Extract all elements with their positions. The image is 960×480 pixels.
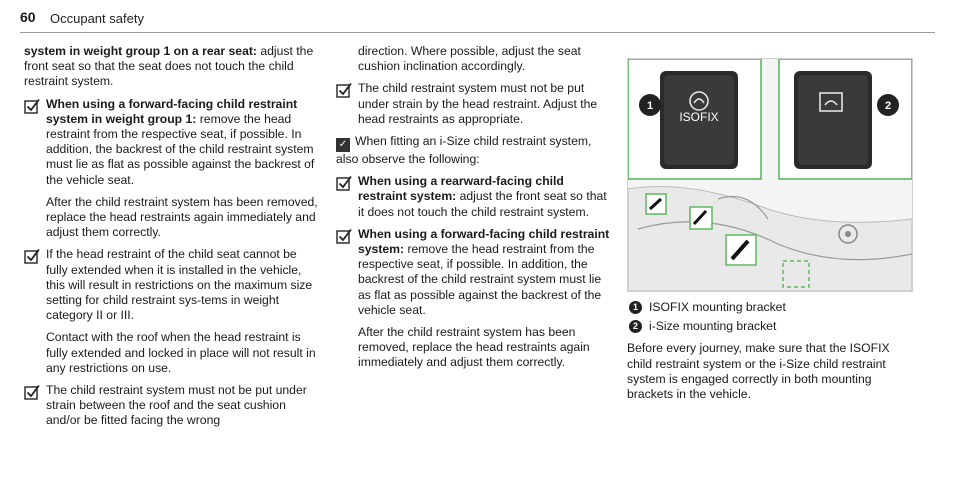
legend-text-2: i-Size mounting bracket (649, 319, 777, 334)
figure-legend (627, 300, 917, 402)
item2-para2: Contact with the roof when the head restraint is fully extended and locked in place will not result in any restrictions on use. (46, 330, 316, 375)
note-text: When fitting an i-Size child restraint system, also observe the following: (336, 134, 592, 167)
page-header (20, 6, 935, 33)
page-number: 60 (20, 9, 36, 25)
note-icon: ✓ (336, 138, 350, 152)
isofix-label: ISOFIX (679, 110, 719, 124)
isofix-illustration (627, 58, 913, 292)
text-column-2 (336, 44, 611, 371)
seat-illustration (628, 59, 912, 291)
legend-badge-2: 2 (629, 320, 642, 333)
checkbox-icon (24, 248, 40, 264)
checklist-item-2 (24, 247, 320, 376)
item5-bold: When using a rearward-facing child restraint system: (358, 174, 564, 204)
legend-item (627, 319, 917, 334)
item1-para2: After the child restraint system has been removed, replace the head restraints again immediately and adjust them correctly. (46, 194, 318, 240)
checklist-item-5 (336, 174, 611, 220)
checkbox-icon (24, 98, 40, 114)
checkbox-icon (24, 384, 40, 400)
intro-paragraph (24, 44, 320, 90)
checklist-item-1 (24, 97, 320, 241)
legend-item (627, 300, 917, 315)
legend-badge-1: 1 (629, 301, 642, 314)
intro-text: adjust the front seat so that the seat does not touch the child restraint system. (24, 44, 314, 89)
text-column-1 (24, 44, 320, 429)
checkbox-icon (336, 228, 352, 244)
intro-bold: system in weight group 1 on a rear seat: (24, 44, 257, 58)
callout-2: 2 (884, 100, 892, 112)
item4-text: The child restraint system must not be put under strain by the head restraint. Adjust the head restraints as appropriate. (358, 81, 598, 126)
checkbox-icon (336, 175, 352, 191)
section-title: Occupant safety (50, 11, 144, 26)
item5-text: adjust the front seat so that it does not touch the child restraint system. (358, 189, 607, 219)
item6-text: remove the head restraint from the respective seat, if possible. In addition, the backrest of the child restraint system must lie as flat as possible against the backrest of the vehicle seat. (358, 242, 602, 317)
item6-para2: After the child restraint system has been removed, replace the head restraints again immediately and adjust them correctly. (358, 325, 590, 370)
checklist-item-3 (24, 383, 320, 429)
item2-text: If the head restraint of the child seat cannot be fully extended when it is installed in the vehicle, this will result in restrictions on the maximum size setting for child restraint sys-tems in weight category II or III. (46, 247, 313, 323)
item1-bold: When using a forward-facing child restraint system in weight group 1: (46, 96, 298, 126)
item6-bold: When using a forward-facing child restraint system: (358, 226, 610, 257)
checklist-item-6 (336, 227, 611, 371)
closing-paragraph: Before every journey, make sure that the ISOFIX child restraint system or the i-Size child restraint system is engaged correctly in both mounting brackets in the vehicle. (627, 341, 890, 402)
cont-text: direction. Where possible, adjust the seat cushion inclination accordingly. (358, 44, 581, 74)
checkbox-icon (336, 82, 352, 98)
continued-item (336, 44, 611, 74)
isize-note (336, 134, 611, 167)
item3-text: The child restraint system must not be put under strain between the roof and the seat cushion and/or be fitted facing the wrong (46, 383, 307, 428)
legend-text-1: ISOFIX mounting bracket (649, 300, 786, 314)
checklist-item-4 (336, 81, 611, 127)
item1-text: remove the head restraint from the respective seat, if possible. In addition, the backrest of the child restraint system must lie as flat as possible against the backrest of the vehicle seat. (46, 111, 315, 187)
callout-1: 1 (646, 100, 654, 112)
